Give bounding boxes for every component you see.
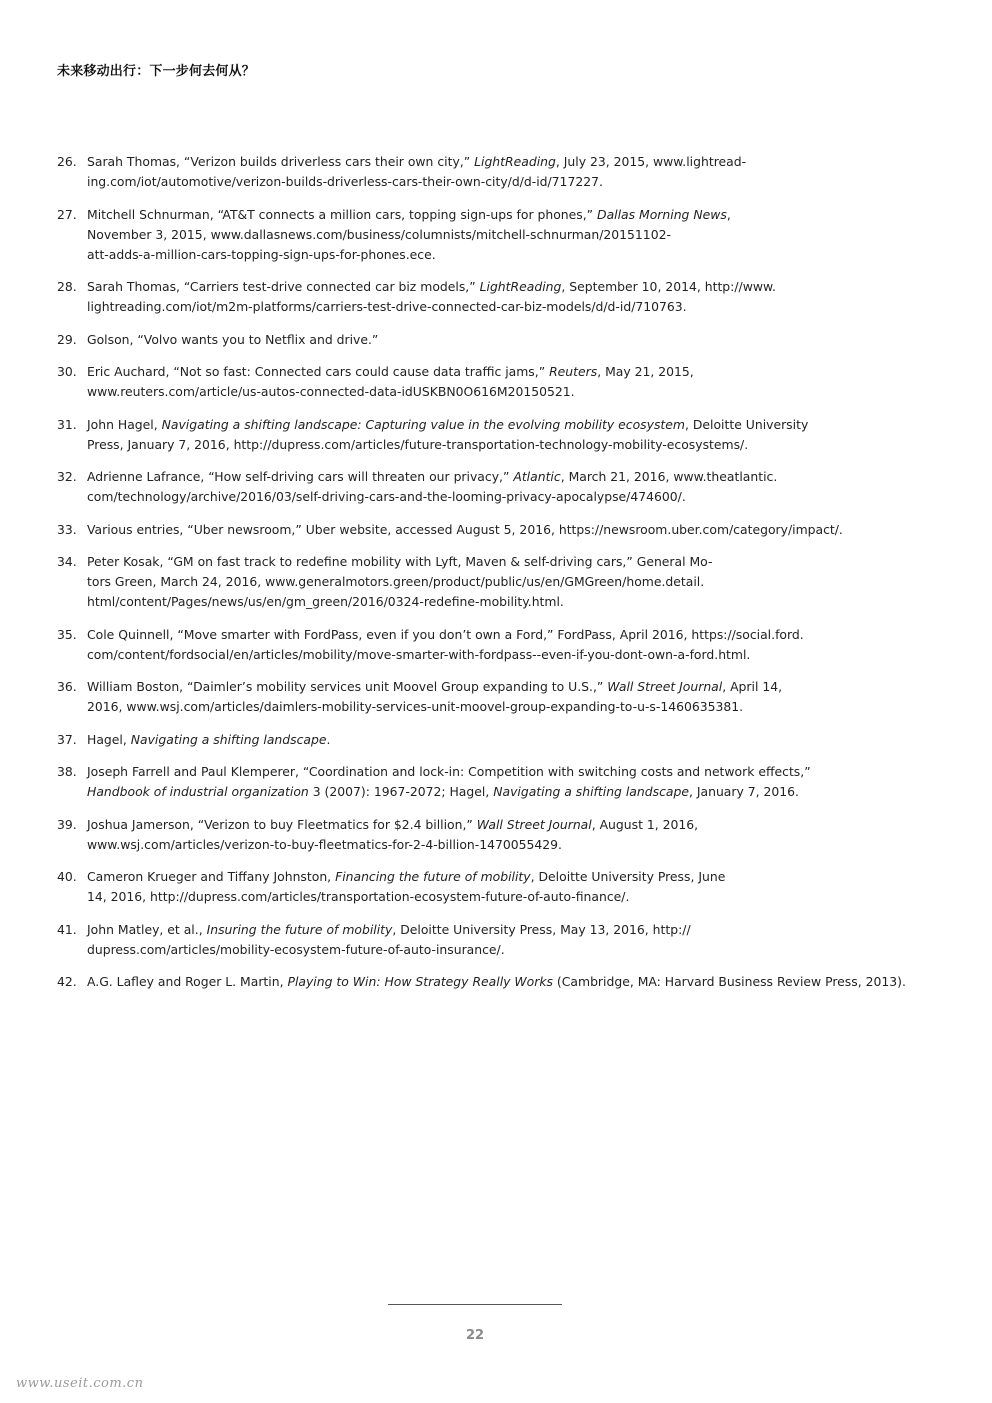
endnote-number: 42.	[57, 974, 77, 989]
endnote-text: , March 21, 2016, www.theatlantic.	[560, 469, 778, 484]
endnote-item	[57, 467, 917, 507]
endnote-text: William Boston, “Daimler’s mobility services unit Moovel Group expanding to U.S.,”	[87, 679, 608, 694]
endnote-line	[87, 572, 917, 592]
endnote-italic-text: Financing the future of mobility	[335, 869, 531, 884]
endnote-number: 39.	[57, 816, 77, 832]
endnote-text: , September 10, 2014, http://www.	[561, 279, 776, 294]
endnote-line	[87, 730, 917, 750]
endnote-text: 14, 2016, http://dupress.com/articles/transportation-ecosystem-future-of-auto-finance/.	[87, 889, 630, 904]
endnote-italic-text: Dallas Morning News	[597, 206, 727, 222]
endnote-number: 32.	[57, 469, 77, 484]
endnote-line	[87, 677, 917, 697]
endnote-number: 38.	[57, 764, 77, 779]
endnote-text: tors Green, March 24, 2016, www.generalmotors.green/product/public/us/en/GMGreen/home.detail.	[87, 574, 705, 589]
endnote-italic-text: Reuters	[549, 364, 598, 379]
endnote-item	[57, 152, 917, 192]
endnote-number: 31.	[57, 416, 77, 432]
footer-divider	[388, 1304, 562, 1305]
endnote-item	[57, 625, 917, 665]
endnote-item	[57, 815, 917, 855]
endnote-line	[87, 297, 917, 317]
endnote-item	[57, 277, 917, 317]
endnote-line	[87, 552, 917, 572]
endnote-italic-text: Handbook of industrial organization	[87, 784, 309, 799]
endnote-text: Sarah Thomas, “Carriers test-drive connected car biz models,”	[87, 279, 480, 294]
endnote-text: html/content/Pages/news/us/en/gm_green/2016/0324-redefine-mobility.html.	[87, 594, 564, 609]
endnote-line	[87, 625, 917, 645]
endnote-line	[87, 172, 917, 192]
endnote-text: Adrienne Lafrance, “How self-driving cars will threaten our privacy,”	[87, 469, 514, 484]
endnote-italic-text: Wall Street Journal	[476, 816, 592, 832]
endnote-text: www.reuters.com/article/us-autos-connected-data-idUSKBN0O616M20150521.	[87, 384, 575, 399]
endnote-line	[87, 972, 917, 992]
endnote-number: 41.	[57, 921, 77, 937]
endnote-item	[57, 972, 917, 992]
endnote-line	[87, 415, 917, 435]
endnote-number: 40.	[57, 869, 77, 884]
endnote-text: Press, January 7, 2016, http://dupress.com/articles/future-transportation-technology-mobility-ecosystems/.	[87, 436, 749, 452]
endnote-text: , May 21, 2015,	[597, 364, 694, 379]
endnote-number: 29.	[57, 331, 77, 347]
endnote-text: , July 23, 2015, www.lightread-	[555, 154, 747, 169]
endnote-text: , Deloitte University Press, June	[530, 869, 726, 884]
endnote-text: , April 14,	[722, 679, 783, 694]
endnote-text: ,	[726, 206, 731, 222]
endnote-italic-text: Navigating a shifting landscape	[493, 784, 689, 799]
endnote-line	[87, 697, 917, 717]
endnote-text: com/technology/archive/2016/03/self-driving-cars-and-the-looming-privacy-apocalypse/474600/.	[87, 489, 686, 504]
endnote-number: 36.	[57, 679, 77, 694]
endnote-italic-text: LightReading	[474, 154, 556, 169]
endnote-item	[57, 520, 917, 540]
page-number: 22	[465, 1328, 485, 1343]
endnote-text: www.wsj.com/articles/verizon-to-buy-fleetmatics-for-2-4-billion-1470055429.	[87, 836, 562, 852]
endnote-line	[87, 467, 917, 487]
endnote-item	[57, 730, 917, 750]
endnote-line	[87, 225, 917, 245]
endnote-item	[57, 677, 917, 717]
endnote-number: 28.	[57, 279, 77, 294]
endnote-text: John Matley, et al.,	[87, 921, 207, 937]
endnote-number: 27.	[57, 206, 77, 222]
endnote-line	[87, 205, 917, 225]
endnote-text: dupress.com/articles/mobility-ecosystem-future-of-auto-insurance/.	[87, 941, 505, 957]
endnote-line	[87, 245, 917, 265]
endnote-line	[87, 277, 917, 297]
endnote-item	[57, 330, 917, 350]
endnote-text: Peter Kosak, “GM on fast track to redefine mobility with Lyft, Maven & self-driving cars,” General Mo-	[87, 554, 713, 569]
endnotes-list	[57, 152, 917, 1005]
endnote-text: November 3, 2015, www.dallasnews.com/business/columnists/mitchell-schnurman/20151102-	[87, 226, 671, 242]
running-header-title: 未来移动出行：下一步何去何从？	[57, 64, 256, 79]
endnote-italic-text: Wall Street Journal	[607, 679, 723, 694]
endnote-text: Various entries, “Uber newsroom,” Uber website, accessed August 5, 2016, https://newsroom.uber.com/category/impact/.	[87, 521, 843, 537]
endnote-italic-text: LightReading	[479, 279, 562, 294]
endnote-text: lightreading.com/iot/m2m-platforms/carriers-test-drive-connected-car-biz-models/d/d-id/710763.	[87, 299, 687, 314]
endnote-item	[57, 362, 917, 402]
endnote-text: , August 1, 2016,	[591, 816, 699, 832]
endnote-line	[87, 867, 917, 887]
endnote-text: 2016, www.wsj.com/articles/daimlers-mobility-services-unit-moovel-group-expanding-to-u-s-1460635381.	[87, 699, 744, 714]
endnote-text: Cameron Krueger and Tiffany Johnston,	[87, 869, 336, 884]
endnote-line	[87, 940, 917, 960]
endnote-line	[87, 362, 917, 382]
endnote-line	[87, 645, 917, 665]
endnote-text: , Deloitte University Press, May 13, 2016, http://	[392, 921, 691, 937]
endnote-text: ing.com/iot/automotive/verizon-builds-driverless-cars-their-own-city/d/d-id/717227.	[87, 174, 603, 189]
endnote-text: Golson, “Volvo wants you to Netflix and drive.”	[87, 331, 379, 347]
endnote-line	[87, 520, 917, 540]
endnote-line	[87, 487, 917, 507]
endnote-line	[87, 835, 917, 855]
endnote-item	[57, 205, 917, 265]
endnote-text: A.G. Lafley and Roger L. Martin,	[87, 974, 288, 989]
endnote-text: com/content/fordsocial/en/articles/mobility/move-smarter-with-fordpass--even-if-you-dont-own-a-ford.html.	[87, 646, 751, 662]
endnote-item	[57, 920, 917, 960]
endnote-number: 30.	[57, 364, 77, 379]
endnote-text: Cole Quinnell, “Move smarter with FordPass, even if you don’t own a Ford,” FordPass, April 2016, https://social.ford.	[87, 626, 804, 642]
endnote-italic-text: Navigating a shifting landscape: Capturing value in the evolving mobility ecosystem	[161, 416, 685, 432]
endnote-number: 26.	[57, 154, 77, 169]
endnote-text: , Deloitte University	[684, 416, 809, 432]
watermark: www.useit.com.cn	[16, 1376, 144, 1391]
endnote-number: 35.	[57, 626, 77, 642]
endnote-text: (Cambridge, MA: Harvard Business Review Press, 2013).	[552, 974, 906, 989]
endnote-item	[57, 552, 917, 612]
endnote-text: Mitchell Schnurman, “AT&T connects a million cars, topping sign-ups for phones,”	[87, 206, 598, 222]
endnote-text: Sarah Thomas, “Verizon builds driverless cars their own city,”	[87, 154, 475, 169]
endnote-item	[57, 415, 917, 455]
endnote-text: Hagel,	[87, 731, 131, 747]
endnote-item	[57, 867, 917, 907]
endnote-text: John Hagel,	[87, 416, 162, 432]
endnote-line	[87, 592, 917, 612]
endnote-line	[87, 920, 917, 940]
endnote-text: Joseph Farrell and Paul Klemperer, “Coordination and lock-in: Competition with switching costs and network effects,”	[87, 764, 811, 779]
endnote-line	[87, 382, 917, 402]
endnote-number: 37.	[57, 731, 77, 747]
endnote-italic-text: Insuring the future of mobility	[206, 921, 393, 937]
endnote-line	[87, 782, 917, 802]
endnote-italic-text: Atlantic	[513, 469, 561, 484]
endnote-text: att-adds-a-million-cars-topping-sign-ups-for-phones.ece.	[87, 246, 436, 262]
endnote-line	[87, 815, 917, 835]
endnote-number: 33.	[57, 521, 77, 537]
endnote-line	[87, 330, 917, 350]
endnote-italic-text: Navigating a shifting landscape	[130, 731, 327, 747]
endnote-text: .	[326, 731, 331, 747]
endnote-line	[87, 152, 917, 172]
endnote-text: , January 7, 2016.	[688, 784, 799, 799]
endnote-line	[87, 435, 917, 455]
endnote-item	[57, 762, 917, 802]
endnote-text: Eric Auchard, “Not so fast: Connected cars could cause data traffic jams,”	[87, 364, 550, 379]
endnote-line	[87, 887, 917, 907]
endnote-number: 34.	[57, 554, 77, 569]
endnote-line	[87, 762, 917, 782]
endnote-text: 3 (2007): 1967-2072; Hagel,	[308, 784, 494, 799]
endnote-text: Joshua Jamerson, “Verizon to buy Fleetmatics for $2.4 billion,”	[87, 816, 477, 832]
endnote-italic-text: Playing to Win: How Strategy Really Works	[287, 974, 553, 989]
